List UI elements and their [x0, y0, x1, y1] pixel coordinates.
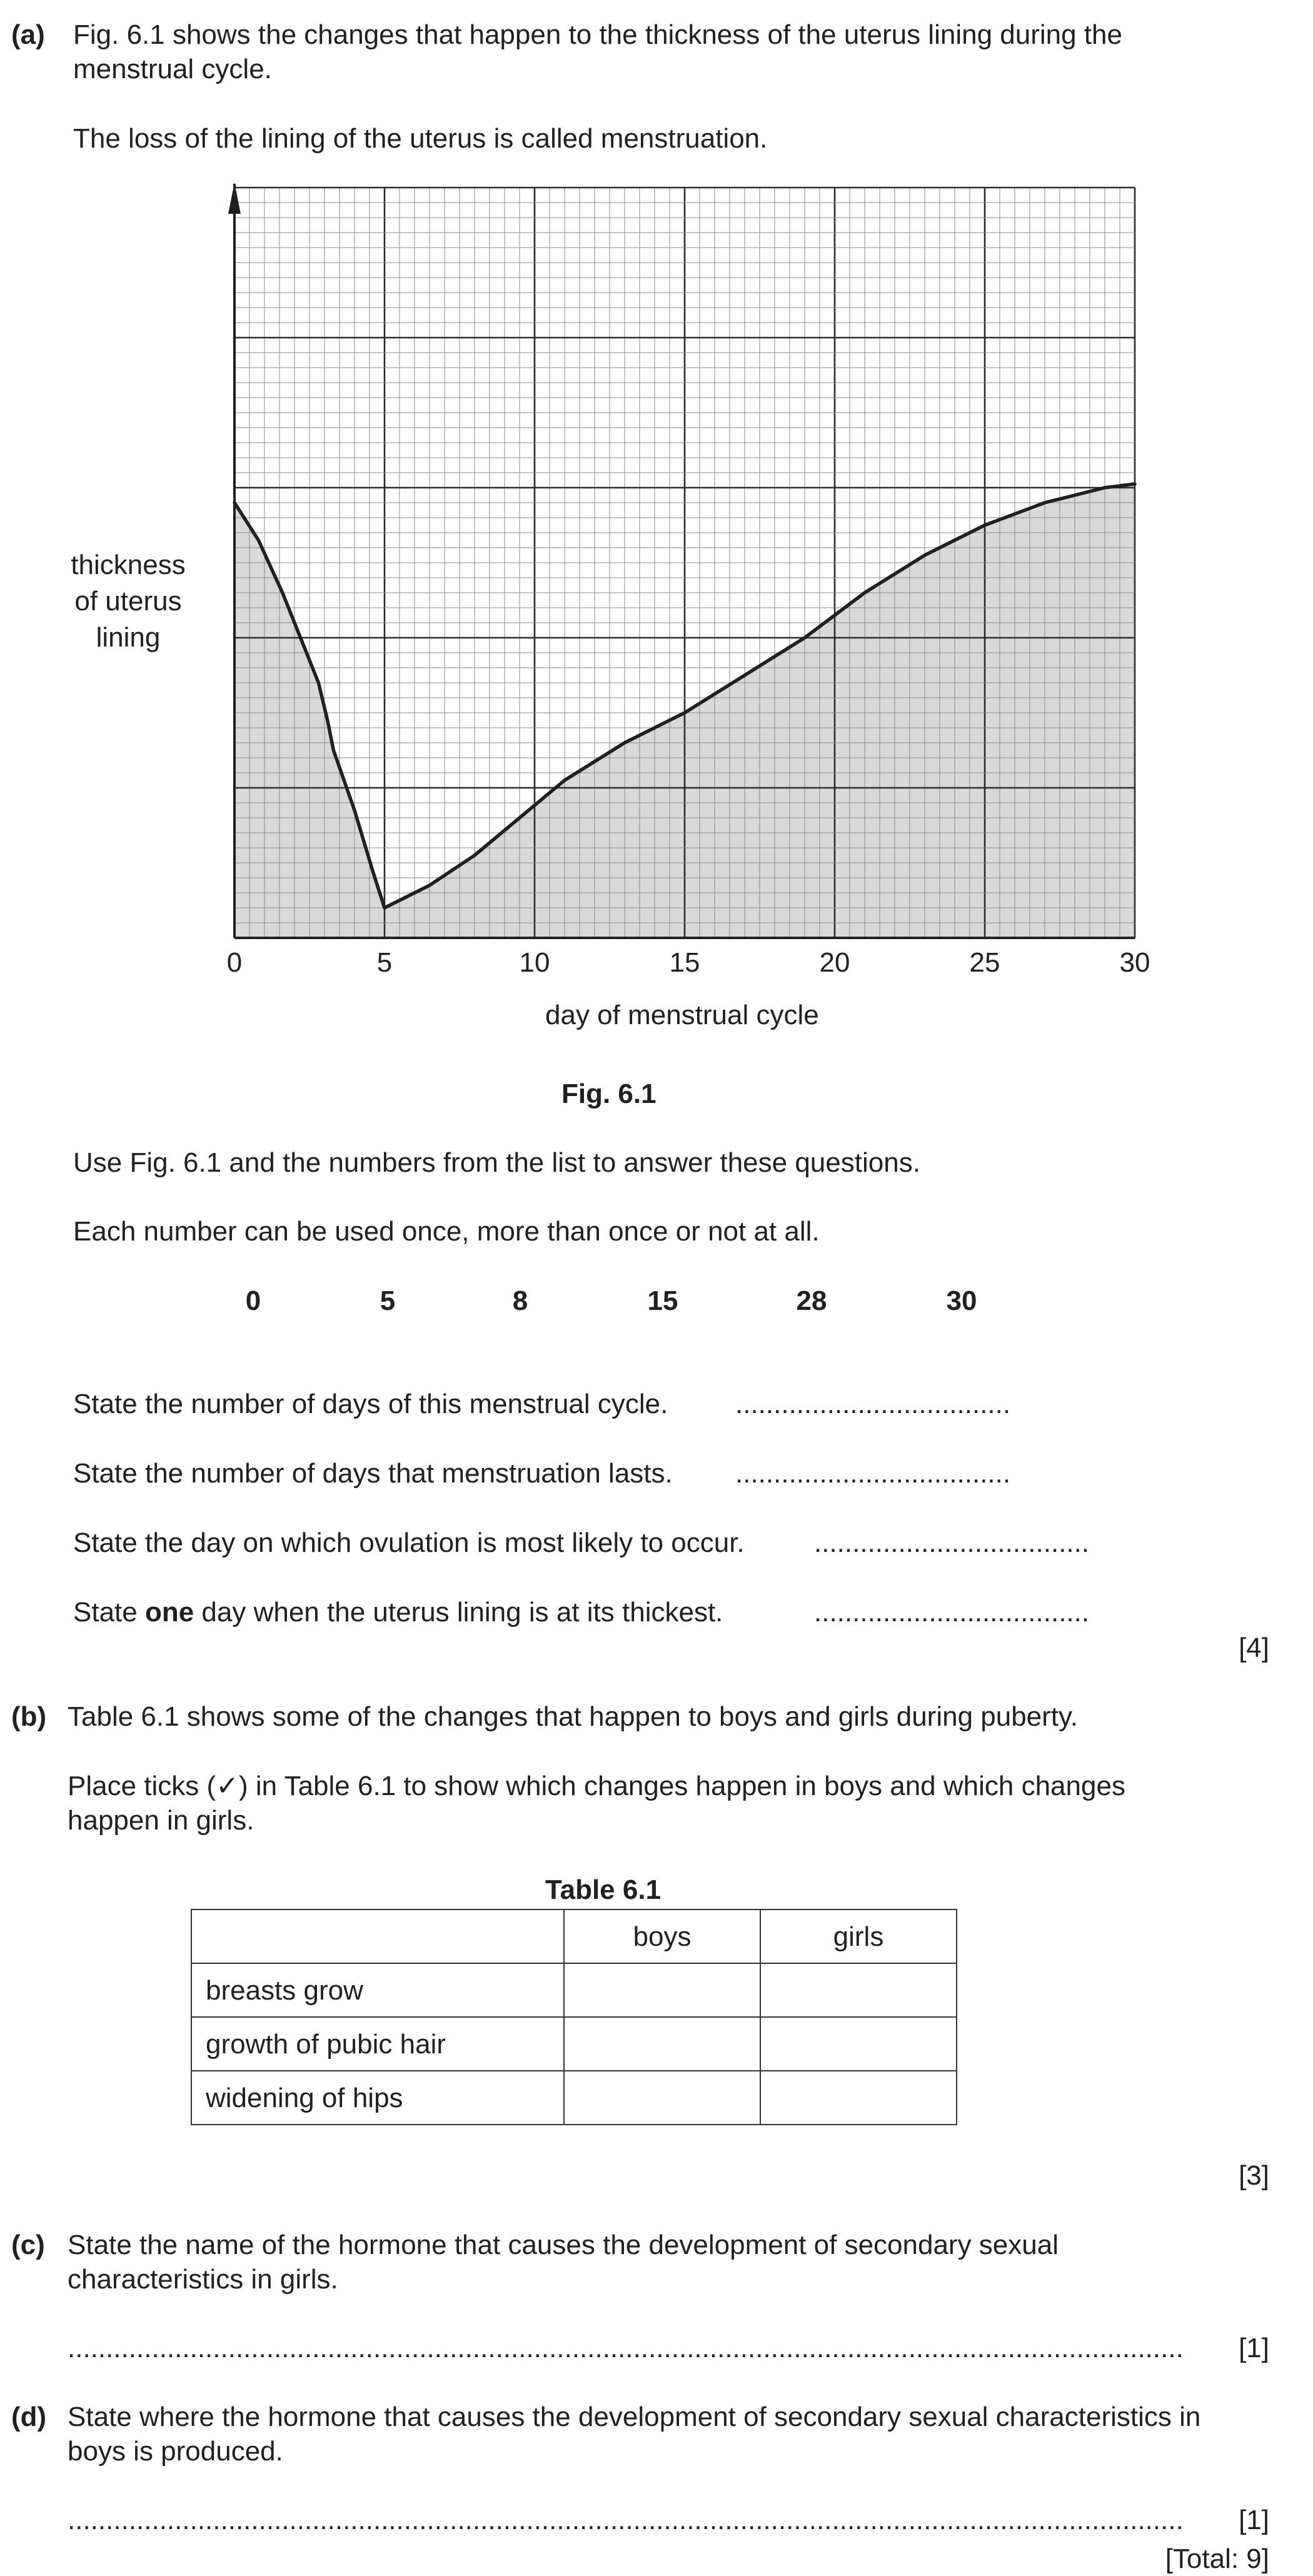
tick-cell-girls[interactable] — [760, 1963, 957, 2017]
part-b-label: (b) — [11, 1701, 47, 1732]
answer-field-hormone-boys[interactable]: .................................................................................................................................................. — [68, 2505, 1184, 2535]
row-label: breasts grow — [191, 1963, 564, 2017]
x-tick-label: 5 — [376, 947, 393, 978]
instruction-use-figure: Use Fig. 6.1 and the numbers from the list to answer these questions. — [73, 1147, 920, 1178]
answer-field-thickest-day[interactable]: .................................... — [814, 1597, 1090, 1628]
question-menstruation-days: State the number of days that menstruation lasts. — [73, 1458, 673, 1489]
tick-cell-boys[interactable] — [564, 2017, 760, 2071]
tick-cell-boys[interactable] — [564, 2071, 760, 2125]
table-title: Table 6.1 — [545, 1874, 662, 1905]
y-axis-label — [56, 547, 200, 656]
puberty-changes-table — [191, 1909, 957, 2125]
answer-field-cycle-days[interactable]: .................................... — [735, 1389, 1011, 1419]
instruction-each-number: Each number can be used once, more than once or not at all. — [73, 1216, 820, 1247]
number-list-item: 30 — [946, 1285, 977, 1316]
number-list-item: 28 — [796, 1285, 827, 1316]
number-list — [0, 1284, 1313, 1321]
answer-field-ovulation-day[interactable]: .................................... — [814, 1527, 1090, 1558]
y-axis-label-text: thickness of uterus lining — [71, 550, 186, 653]
x-axis-label: day of menstrual cycle — [545, 1000, 819, 1030]
row-label: widening of hips — [191, 2071, 564, 2125]
part-c-line1: State the name of the hormone that causes the development of secondary sexual — [68, 2230, 1059, 2260]
number-list-item: 5 — [380, 1285, 396, 1316]
table-header-boys: boys — [564, 1909, 760, 1963]
part-a-intro-line2: menstrual cycle. — [73, 54, 272, 84]
x-tick-label: 0 — [226, 947, 243, 978]
q4-suffix: day when the uterus lining is at its thickest. — [194, 1597, 723, 1628]
number-list-item: 8 — [512, 1285, 528, 1316]
part-d-marks: [1] — [1239, 2505, 1269, 2535]
part-b-instruction-line1: Place ticks (✓) in Table 6.1 to show which changes happen in boys and which changes — [68, 1771, 1125, 1801]
part-a-intro2: The loss of the lining of the uterus is called menstruation. — [73, 123, 768, 154]
total-marks: [Total: 9] — [1165, 2543, 1269, 2574]
part-b-instruction-line2: happen in girls. — [68, 1805, 254, 1836]
question-cycle-days: State the number of days of this menstrual cycle. — [73, 1389, 668, 1419]
answer-field-hormone-girls[interactable]: .................................................................................................................................................. — [68, 2333, 1184, 2363]
part-a-label: (a) — [11, 19, 45, 50]
number-list-item: 0 — [245, 1285, 261, 1316]
x-tick-label: 25 — [969, 947, 1000, 978]
part-b-intro: Table 6.1 shows some of the changes that happen to boys and girls during puberty. — [68, 1701, 1078, 1732]
part-c-line2: characteristics in girls. — [68, 2264, 338, 2295]
answer-field-menstruation-days[interactable]: .................................... — [735, 1458, 1011, 1489]
q4-prefix: State — [73, 1597, 145, 1628]
thickness-chart — [213, 181, 1175, 1013]
part-d-line1: State where the hormone that causes the development of secondary sexual characteristics in — [68, 2402, 1201, 2432]
x-tick-label: 10 — [519, 947, 550, 978]
table-header-cell — [191, 1909, 564, 1963]
part-a-intro-line1: Fig. 6.1 shows the changes that happen to the thickness of the uterus lining during the — [73, 19, 1122, 50]
tick-cell-girls[interactable] — [760, 2071, 957, 2125]
x-tick-label: 15 — [669, 947, 700, 978]
table-header-girls: girls — [760, 1909, 957, 1963]
row-label: growth of pubic hair — [191, 2017, 564, 2071]
x-tick-label: 20 — [819, 947, 850, 978]
tick-cell-girls[interactable] — [760, 2017, 957, 2071]
part-a-marks: [4] — [1239, 1633, 1269, 1663]
part-d-line2: boys is produced. — [68, 2436, 283, 2467]
table-row — [191, 2071, 957, 2125]
tick-cell-boys[interactable] — [564, 1963, 760, 2017]
x-tick-label: 30 — [1119, 947, 1150, 978]
question-ovulation-day: State the day on which ovulation is most likely to occur. — [73, 1527, 745, 1558]
part-c-label: (c) — [11, 2230, 45, 2260]
part-d-label: (d) — [11, 2402, 47, 2432]
table-row — [191, 1963, 957, 2017]
part-b-marks: [3] — [1239, 2160, 1269, 2191]
figure-caption: Fig. 6.1 — [561, 1079, 656, 1109]
question-thickest-day — [73, 1595, 723, 1629]
table-row — [191, 2017, 957, 2071]
table-header-row — [191, 1909, 957, 1963]
number-list-item: 15 — [647, 1285, 678, 1316]
q4-bold-word: one — [144, 1597, 194, 1628]
part-c-marks: [1] — [1239, 2333, 1269, 2363]
